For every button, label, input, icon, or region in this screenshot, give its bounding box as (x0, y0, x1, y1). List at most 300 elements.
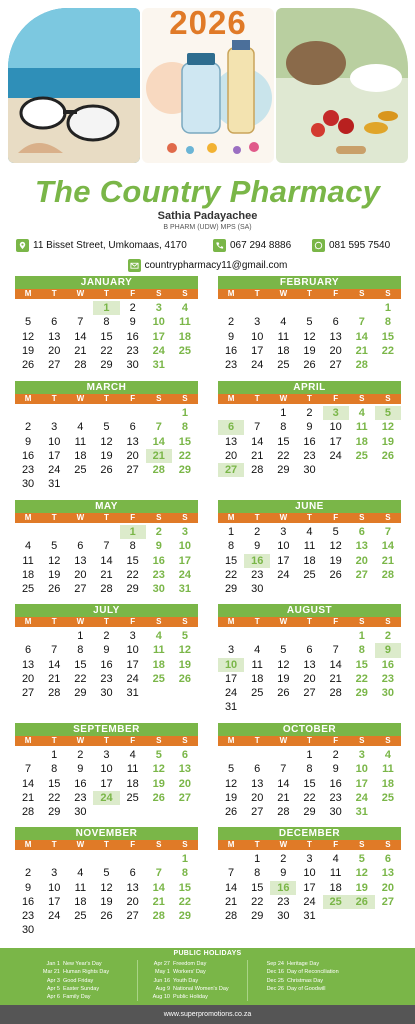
day-cell: 18 (277, 344, 290, 357)
public-holidays-title: PUBLIC HOLIDAYS (173, 950, 242, 957)
day-cell: 23 (21, 910, 35, 923)
empty-cell (296, 301, 322, 315)
day-cell: 4 (358, 407, 365, 419)
day-cell: 25 (277, 359, 290, 372)
day-cell: 1 (384, 302, 391, 314)
day-cell: 22 (251, 895, 264, 908)
empty-cell (120, 852, 146, 866)
weekday-label: F (333, 394, 339, 403)
holiday-name: Human Rights Day (63, 969, 110, 976)
weekday-label: S (182, 513, 188, 522)
holiday-name: Easter Sunday (63, 985, 100, 992)
weekday-label: F (130, 617, 136, 626)
day-cell: 31 (48, 478, 61, 491)
weekday-header (218, 840, 401, 850)
month-title: NOVEMBER (15, 827, 198, 840)
day-cell: 3 (51, 421, 58, 434)
day-cell: 27 (21, 687, 35, 700)
day-grid (15, 629, 198, 700)
day-cell: 16 (329, 777, 342, 790)
website-footer[interactable]: www.superpromotions.co.za (0, 1005, 415, 1024)
phone-contact (213, 239, 291, 252)
day-cell: 8 (228, 540, 235, 553)
address-text: 11 Bisset Street, Umkomaas, 4170 (33, 240, 187, 251)
weekday-label: T (51, 394, 57, 403)
empty-cell (323, 629, 349, 643)
day-cell: 5 (332, 526, 339, 538)
holiday-date: Aug 10 (152, 994, 170, 1001)
day-cell: 4 (77, 421, 84, 434)
day-cell: 7 (358, 316, 365, 329)
weekday-label: S (359, 513, 365, 522)
day-cell: 13 (224, 435, 238, 448)
month-title: AUGUST (218, 604, 401, 617)
day-cell: 28 (224, 910, 238, 923)
day-cell: 10 (251, 330, 264, 343)
day-cell: 30 (100, 687, 113, 700)
day-cell: 4 (129, 749, 136, 761)
day-cell: 7 (77, 316, 84, 329)
day-cell: 24 (178, 568, 192, 581)
weekday-label: S (359, 840, 365, 849)
email-icon (128, 259, 141, 272)
day-cell: 9 (103, 644, 110, 657)
day-cell: 20 (48, 344, 61, 357)
email-text: countrypharmacy11@gmail.com (144, 260, 288, 271)
month-may (15, 500, 198, 596)
day-cell: 7 (25, 763, 32, 776)
day-cell: 25 (178, 344, 192, 357)
day-cell: 10 (152, 316, 165, 329)
day-cell: 9 (77, 763, 84, 776)
day-cell: 8 (254, 867, 261, 880)
day-cell: 31 (224, 701, 238, 714)
weekday-label: W (279, 736, 288, 745)
day-cell: 22 (178, 895, 192, 908)
month-title: JULY (15, 604, 198, 617)
month-title: APRIL (218, 381, 401, 394)
weekday-header (15, 736, 198, 746)
holiday-date: Sep 24 (266, 961, 284, 967)
day-cell: 18 (21, 568, 35, 581)
day-cell: 8 (51, 763, 58, 776)
day-cell: 12 (152, 763, 165, 776)
weekday-label: T (104, 736, 109, 745)
weekday-label: T (307, 840, 312, 849)
day-cell: 23 (277, 895, 290, 908)
day-cell: 31 (126, 687, 139, 700)
weekday-label: S (385, 617, 391, 626)
weekday-header (218, 736, 401, 746)
day-cell: 1 (181, 407, 188, 419)
holiday-row (38, 985, 137, 993)
weekday-header (15, 617, 198, 627)
phone-text: 067 294 8886 (230, 240, 292, 251)
weekday-label: F (130, 289, 136, 298)
day-cell: 10 (100, 763, 113, 776)
day-cell: 24 (355, 791, 368, 804)
day-cell: 8 (306, 763, 313, 776)
day-grid (15, 301, 198, 372)
day-cell: 4 (254, 644, 261, 657)
day-cell: 18 (251, 672, 264, 685)
empty-cell (244, 301, 270, 315)
day-cell: 13 (355, 540, 368, 553)
empty-cell (218, 852, 244, 866)
empty-cell (41, 525, 67, 539)
holiday-row (262, 977, 362, 985)
weekday-label: F (333, 617, 339, 626)
day-cell: 30 (277, 910, 290, 923)
holiday-name: Heritage Day (287, 961, 320, 967)
month-november (15, 827, 198, 938)
weekday-label: T (254, 617, 260, 626)
day-cell: 14 (74, 330, 87, 343)
day-grid (15, 525, 198, 596)
day-cell: 4 (280, 316, 287, 329)
day-cell: 17 (303, 881, 316, 894)
weekday-label: S (385, 736, 391, 745)
day-cell: 16 (270, 881, 296, 895)
weekday-label: M (24, 289, 32, 298)
month-august (218, 604, 401, 715)
weekday-label: T (51, 289, 57, 298)
day-cell: 7 (103, 540, 110, 553)
day-cell: 24 (303, 895, 316, 908)
day-cell: 6 (129, 867, 136, 880)
day-cell: 28 (277, 806, 290, 819)
day-cell: 30 (381, 687, 395, 700)
weekday-label: W (279, 840, 288, 849)
day-cell: 28 (329, 687, 342, 700)
day-cell: 16 (303, 435, 316, 448)
day-cell: 19 (277, 672, 290, 685)
day-cell: 23 (303, 449, 316, 462)
day-grid (218, 406, 401, 477)
day-grid (15, 406, 198, 492)
weekday-label: F (333, 513, 339, 522)
day-cell: 26 (152, 791, 165, 804)
empty-cell (67, 406, 93, 420)
day-cell: 28 (381, 568, 395, 581)
day-cell: 1 (358, 630, 365, 642)
day-cell: 9 (25, 435, 32, 448)
day-cell: 12 (178, 644, 192, 657)
holiday-date: Jun 16 (153, 977, 170, 984)
day-cell: 19 (224, 791, 238, 804)
day-cell: 25 (323, 895, 349, 909)
owner-name: Sathia Padayachee (157, 210, 258, 222)
empty-cell (67, 525, 93, 539)
day-cell: 15 (48, 777, 61, 790)
day-cell: 5 (103, 421, 110, 434)
holiday-row (148, 985, 247, 993)
day-cell: 17 (355, 777, 368, 790)
day-cell: 17 (277, 554, 290, 567)
month-january (15, 276, 198, 372)
day-cell: 31 (178, 583, 192, 596)
day-cell: 20 (74, 568, 87, 581)
holiday-name: Day of Goodwill (287, 985, 326, 992)
empty-cell (15, 525, 41, 539)
day-cell: 16 (100, 658, 113, 671)
day-grid (218, 748, 401, 819)
day-cell: 9 (332, 763, 339, 776)
day-cell: 19 (100, 895, 113, 908)
day-cell: 14 (251, 435, 264, 448)
weekday-label: T (104, 394, 109, 403)
holiday-row (148, 977, 247, 985)
day-cell: 25 (74, 464, 87, 477)
holiday-row (262, 968, 362, 976)
day-cell: 26 (277, 687, 290, 700)
day-cell: 7 (51, 644, 58, 657)
day-cell: 8 (77, 644, 84, 657)
day-cell: 12 (48, 554, 61, 567)
day-cell: 7 (384, 526, 391, 538)
holiday-row (38, 968, 137, 976)
day-cell: 14 (48, 658, 61, 671)
empty-cell (296, 629, 322, 643)
whatsapp-text: 081 595 7540 (329, 240, 391, 251)
business-name: The Country Pharmacy (34, 174, 381, 209)
day-cell: 17 (152, 330, 165, 343)
day-cell: 1 (93, 301, 119, 315)
empty-cell (67, 852, 93, 866)
day-cell: 9 (280, 867, 287, 880)
day-cell: 23 (100, 672, 113, 685)
weekday-label: W (279, 394, 288, 403)
day-cell: 7 (254, 421, 261, 434)
day-cell: 7 (155, 867, 162, 880)
weekday-label: W (279, 617, 288, 626)
weekday-header (218, 617, 401, 627)
day-cell: 22 (178, 449, 192, 462)
day-cell: 25 (126, 791, 139, 804)
day-cell: 28 (21, 806, 35, 819)
weekday-label: M (227, 617, 235, 626)
weekday-label: S (359, 617, 365, 626)
holiday-name: Public Holiday (173, 994, 208, 1001)
day-cell: 7 (280, 763, 287, 776)
day-cell: 18 (178, 330, 192, 343)
empty-cell (41, 852, 67, 866)
holiday-name: New Year's Day (63, 961, 102, 967)
day-cell: 15 (251, 881, 264, 894)
holiday-column (38, 960, 138, 1001)
day-cell: 6 (332, 316, 339, 329)
day-cell: 18 (355, 435, 368, 448)
day-cell: 12 (100, 435, 113, 448)
day-cell: 15 (178, 435, 192, 448)
day-cell: 15 (126, 554, 139, 567)
weekday-label: S (156, 289, 162, 298)
day-cell: 11 (74, 435, 87, 448)
day-cell: 23 (126, 344, 139, 357)
day-cell: 7 (228, 867, 235, 880)
weekday-label: M (24, 736, 32, 745)
holiday-name: Workers' Day (173, 969, 206, 976)
day-cell: 29 (277, 464, 290, 477)
day-cell: 2 (332, 749, 339, 761)
day-cell: 5 (25, 316, 32, 329)
day-cell: 15 (303, 777, 316, 790)
day-cell: 30 (251, 583, 264, 596)
day-cell: 24 (48, 464, 61, 477)
day-cell: 21 (74, 344, 87, 357)
day-cell: 30 (329, 806, 342, 819)
day-cell: 12 (329, 540, 342, 553)
weekday-label: M (227, 736, 235, 745)
day-cell: 20 (126, 895, 139, 908)
day-cell: 22 (381, 344, 395, 357)
day-cell: 20 (381, 881, 395, 894)
day-cell: 4 (306, 526, 313, 538)
day-cell: 30 (74, 806, 87, 819)
day-cell: 29 (48, 806, 61, 819)
day-cell: 11 (251, 658, 263, 671)
weekday-label: M (24, 513, 32, 522)
weekday-label: M (227, 394, 235, 403)
day-cell: 15 (224, 554, 238, 567)
weekday-label: S (359, 736, 365, 745)
day-cell: 26 (48, 583, 61, 596)
day-cell: 14 (355, 330, 368, 343)
day-cell: 22 (48, 791, 61, 804)
day-cell: 11 (22, 554, 34, 567)
day-cell: 2 (77, 749, 84, 761)
day-cell: 10 (329, 421, 342, 434)
day-cell: 15 (277, 435, 290, 448)
weekday-label: W (279, 513, 288, 522)
day-cell: 4 (332, 853, 339, 865)
day-cell: 11 (329, 867, 342, 880)
day-cell: 18 (329, 881, 342, 894)
weekday-label: S (182, 736, 188, 745)
day-cell: 6 (306, 644, 313, 657)
day-grid (218, 852, 401, 923)
holiday-row (38, 960, 137, 968)
day-cell: 5 (375, 406, 401, 420)
day-cell: 27 (126, 464, 139, 477)
day-cell: 19 (303, 344, 316, 357)
month-february (218, 276, 401, 372)
day-cell: 18 (152, 658, 165, 671)
day-cell: 16 (21, 895, 35, 908)
day-cell: 14 (329, 658, 342, 671)
day-cell: 3 (306, 853, 313, 865)
day-cell: 3 (181, 526, 188, 538)
day-cell: 18 (74, 895, 87, 908)
day-cell: 20 (224, 449, 238, 462)
weekday-label: T (307, 289, 312, 298)
month-december (218, 827, 401, 923)
holiday-date: Aug 9 (155, 985, 170, 992)
holiday-date: Mar 21 (42, 969, 60, 976)
day-cell: 25 (152, 672, 165, 685)
day-cell: 11 (303, 540, 316, 553)
day-cell: 7 (155, 421, 162, 434)
holiday-row (148, 968, 247, 976)
holiday-name: Youth Day (173, 977, 199, 984)
day-cell: 29 (126, 583, 139, 596)
day-cell: 22 (277, 449, 290, 462)
weekday-label: T (254, 289, 260, 298)
empty-cell (218, 748, 244, 762)
empty-cell (93, 406, 119, 420)
weekday-label: T (51, 513, 57, 522)
weekday-label: S (359, 289, 365, 298)
whatsapp-contact (312, 239, 390, 252)
weekday-label: W (76, 394, 85, 403)
empty-cell (270, 748, 296, 762)
day-cell: 28 (355, 359, 368, 372)
day-cell: 10 (355, 763, 368, 776)
day-cell: 27 (126, 910, 139, 923)
herbs-capsules-image (276, 8, 408, 163)
holiday-name: National Women's Day (173, 985, 229, 992)
weekday-label: S (182, 289, 188, 298)
day-cell: 19 (329, 554, 342, 567)
day-cell: 13 (303, 658, 316, 671)
day-cell: 31 (303, 910, 316, 923)
day-cell: 7 (332, 644, 339, 657)
empty-cell (323, 301, 349, 315)
day-cell: 12 (381, 421, 395, 434)
day-cell: 18 (381, 777, 395, 790)
month-march (15, 381, 198, 492)
holiday-name: Freedom Day (173, 961, 207, 967)
day-cell: 9 (155, 540, 162, 553)
empty-cell (244, 406, 270, 420)
weekday-label: S (156, 617, 162, 626)
holiday-column (262, 960, 362, 993)
day-cell: 14 (224, 881, 238, 894)
weekday-label: S (385, 840, 391, 849)
day-cell: 2 (306, 407, 313, 419)
day-cell: 9 (129, 316, 136, 329)
empty-cell (244, 629, 270, 643)
day-cell: 2 (280, 853, 287, 865)
day-cell: 12 (355, 867, 368, 880)
day-cell: 6 (77, 540, 84, 553)
day-cell: 26 (100, 464, 113, 477)
day-cell: 29 (303, 806, 316, 819)
location-pin-icon (16, 239, 29, 252)
day-cell: 24 (329, 449, 342, 462)
day-cell: 16 (244, 554, 270, 568)
day-cell: 20 (126, 449, 139, 462)
weekday-label: T (104, 513, 109, 522)
holiday-date: Apr 3 (46, 977, 60, 984)
day-cell: 25 (21, 583, 35, 596)
month-title: MAY (15, 500, 198, 513)
day-cell: 23 (21, 464, 35, 477)
day-cell: 15 (178, 881, 192, 894)
weekday-label: F (130, 736, 136, 745)
empty-cell (15, 301, 41, 315)
day-grid (15, 852, 198, 938)
day-grid (218, 301, 401, 372)
holiday-date: Dec 16 (266, 969, 284, 976)
day-cell: 20 (329, 344, 342, 357)
day-cell: 25 (74, 910, 87, 923)
weekday-label: F (333, 840, 339, 849)
weekday-header (15, 513, 198, 523)
day-cell: 24 (126, 672, 139, 685)
day-grid (218, 629, 401, 715)
day-cell: 11 (126, 763, 139, 776)
